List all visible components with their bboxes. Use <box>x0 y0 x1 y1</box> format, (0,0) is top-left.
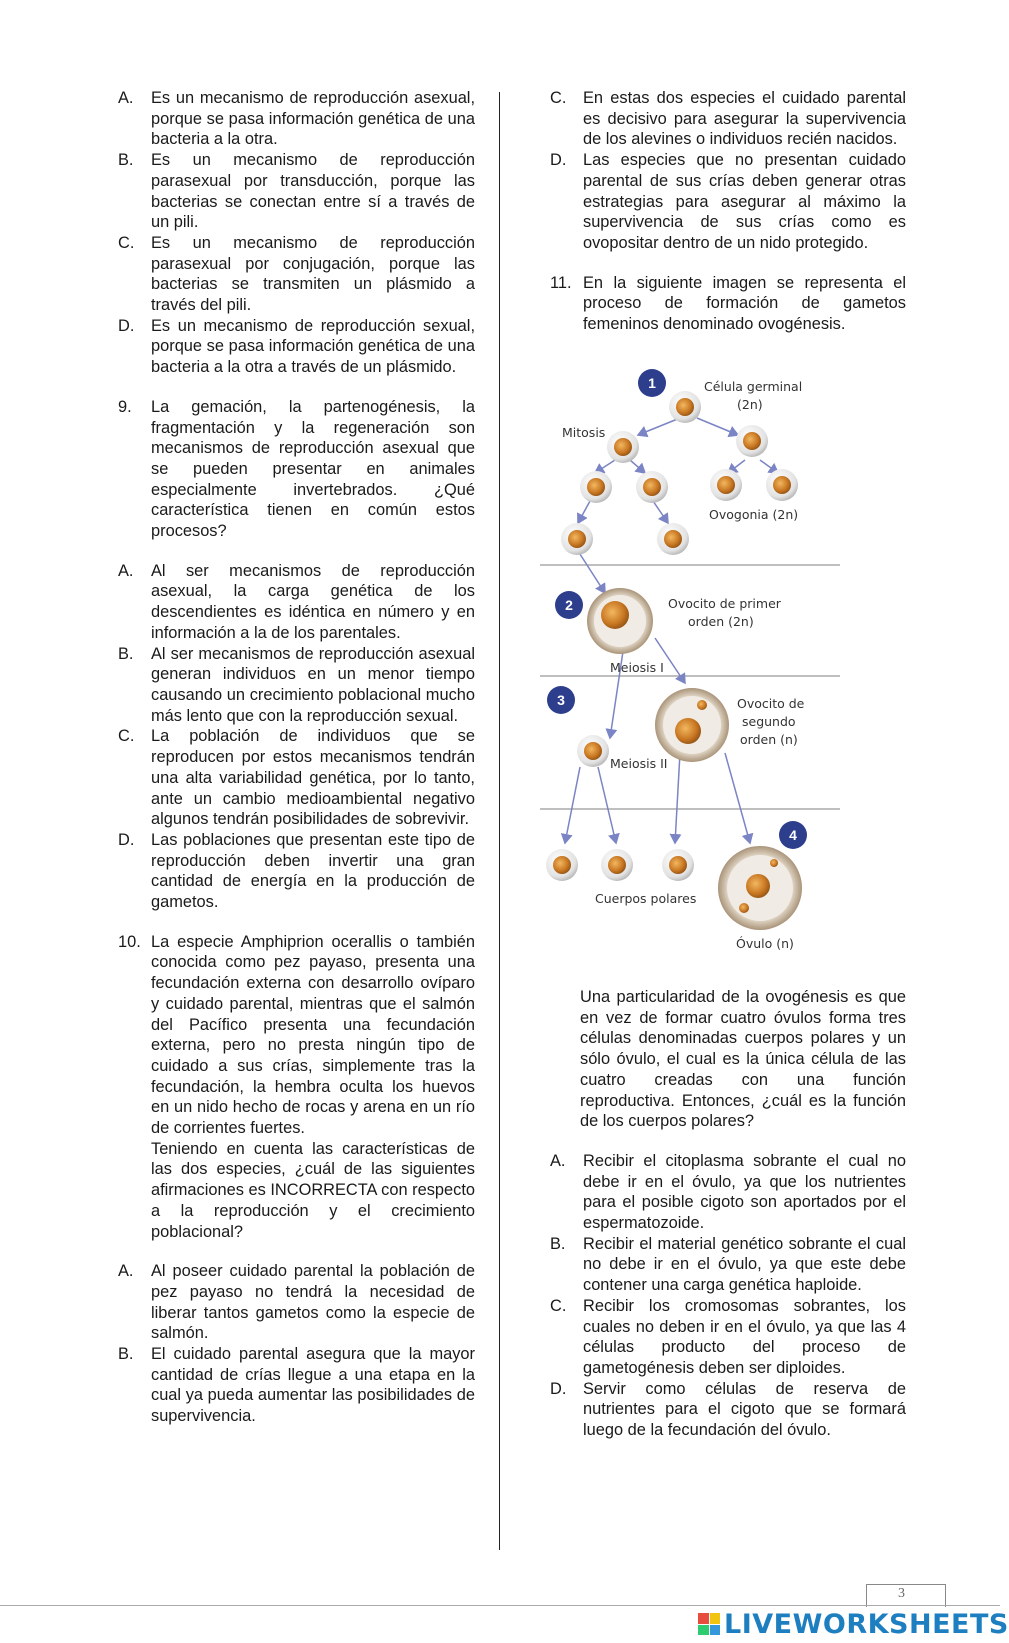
question-number: 10. <box>118 932 141 951</box>
left-column <box>118 88 475 1427</box>
option-text: Recibir el citoplasma sobrante el cual no debe ir en el óvulo, ya que los nutrientes para el posible cigoto son aportados por el espermatozoide. <box>583 1151 906 1233</box>
brand-text: LIVEWORKSHEETS <box>724 1608 1009 1640</box>
option-label: C. <box>550 89 567 107</box>
label-meiosis-1: Meiosis I <box>610 660 664 675</box>
q10-option-c <box>550 88 906 150</box>
first-polar-body <box>577 735 609 767</box>
q11-option-a <box>550 1151 906 1234</box>
ovum <box>718 846 802 930</box>
q9-stem <box>118 397 475 542</box>
option-label: D. <box>550 151 567 170</box>
mitosis-cell <box>607 431 639 463</box>
option-text: Recibir los cromosomas sobrantes, los cuales no deben ir en el óvulo, ya que las 4 células producto del proceso de gametogénesis deben ser diploides. <box>583 1296 906 1377</box>
polar-body <box>662 849 694 881</box>
question-number: 9. <box>118 397 132 416</box>
q9-option-d <box>118 830 475 913</box>
option-label: A. <box>550 1151 566 1170</box>
option-text: Es un mecanismo de reproducción parasexual por transducción, porque las bacterias se conectan entre sí a través de un pili. <box>151 151 475 232</box>
ovogenesis-diagram <box>557 375 890 1003</box>
option-label: D. <box>118 830 135 849</box>
option-text: Es un mecanismo de reproducción sexual, porque se pasa información genética de una bacteria a la otra a través de un plásmido. <box>151 316 475 377</box>
question-number: 11. <box>550 273 572 292</box>
option-text: El cuidado parental asegura que la mayor cantidad de crías llegue a una etapa en la cual ya pueda aumentar las posibilidades de supervivencia. <box>151 1345 475 1426</box>
badge-4 <box>779 821 807 849</box>
brand-grid-icon <box>698 1613 720 1635</box>
option-text: Las poblaciones que presentan este tipo de reproducción deben invertir una gran cantidad de energía en la producción de gametos. <box>151 830 475 912</box>
option-text: En estas dos especies el cuidado parental es decisivo para asegurar la supervivencia de los alevines o individuos recién nacidos. <box>583 89 906 149</box>
q11-option-d <box>550 1379 906 1441</box>
q9-option-c <box>118 726 475 830</box>
option-label: D. <box>118 316 135 335</box>
label-mitosis: Mitosis <box>562 425 606 440</box>
footer-line <box>0 1605 1000 1606</box>
option-label: D. <box>550 1379 567 1398</box>
label-secondary-oocyte-2: segundo <box>742 714 796 729</box>
q11-paragraph-text: Una particularidad de la ovogénesis es que en vez de formar cuatro óvulos forma tres células denominadas cuerpos polares y un sólo óvulo, el cual es la única célula de las cuatro creadas con una función reproductiva. Entonces, ¿cuál es la función de los cuerpos polares? <box>580 988 906 1131</box>
q11-option-c <box>550 1296 906 1379</box>
badge-3 <box>547 686 575 714</box>
q8-option-b <box>118 150 475 233</box>
label-meiosis-2: Meiosis II <box>610 756 668 771</box>
q10-stem-continued <box>118 1139 475 1243</box>
option-label: B. <box>550 1234 566 1253</box>
badge-1 <box>638 369 666 397</box>
option-label: A. <box>118 1262 134 1281</box>
q11-option-b <box>550 1234 906 1296</box>
svg-text:1: 1 <box>648 375 656 391</box>
q9-option-b <box>118 644 475 727</box>
label-primary-oocyte-2: orden (2n) <box>688 614 754 629</box>
option-text: Al poseer cuidado parental la población de pez payaso no tendrá la necesidad de liberar tantos gametos como la especie de salmón. <box>151 1262 475 1343</box>
ovogonia-cell <box>710 469 742 501</box>
option-label: B. <box>118 644 134 663</box>
ovogonia-cell <box>657 523 689 555</box>
ovogonia-cell <box>580 471 612 503</box>
q11-stem <box>550 273 906 335</box>
q10-option-d <box>550 150 906 254</box>
secondary-oocyte <box>655 688 729 762</box>
option-label: A. <box>118 89 134 107</box>
label-ovogonia: Ovogonia (2n) <box>709 507 799 522</box>
primary-oocyte <box>587 588 653 654</box>
label-germ-cell: Célula germinal <box>704 379 803 394</box>
badge-2 <box>555 591 583 619</box>
ovogonia-cell <box>561 523 593 555</box>
option-text: Las especies que no presentan cuidado parental de sus crías deben generar otras estrategias para asegurar al máximo la supervivencia de sus crías como es ovopositar dentro de un nido protegido. <box>583 151 906 252</box>
option-text: Al ser mecanismos de reproducción asexual, la carga genética de los descendientes es idéntica en número y en información a la de los parentales. <box>151 561 475 642</box>
q8-option-c <box>118 233 475 316</box>
option-text: La población de individuos que se reproducen por estos mecanismos tendrán una alta variabilidad genética, por lo tanto, ante un cambio medioambiental negativo algunos tendrán posibilidades de sobrevivir. <box>151 727 475 829</box>
question-text-2: Teniendo en cuenta las características de las dos especies, ¿cuál de las siguientes afirmaciones es INCORRECTA con respecto a la reproducción y el crecimiento poblacional? <box>151 1139 475 1241</box>
svg-text:3: 3 <box>557 692 565 708</box>
option-label: B. <box>118 1345 134 1364</box>
label-polar-bodies: Cuerpos polares <box>595 891 697 906</box>
option-label: C. <box>550 1296 567 1315</box>
label-primary-oocyte: Ovocito de primer <box>668 596 781 611</box>
option-text: Servir como células de reserva de nutrientes para el cigoto que se formará luego de la fecundación del óvulo. <box>583 1379 906 1440</box>
mitosis-cell <box>736 425 768 457</box>
option-label: B. <box>118 151 134 170</box>
ovogonia-cell <box>636 471 668 503</box>
right-column-lower <box>550 987 906 1441</box>
label-secondary-oocyte: Ovocito de <box>737 696 805 711</box>
option-text: Es un mecanismo de reproducción parasexual por conjugación, porque las bacterias se transmiten un plásmido a través del pili. <box>151 233 475 315</box>
q11-paragraph <box>550 987 906 1132</box>
q8-option-d <box>118 316 475 378</box>
label-ovum: Óvulo (n) <box>736 936 794 951</box>
q9-option-a <box>118 561 475 644</box>
question-text: La especie Amphiprion ocerallis o también conocida como pez payaso, presenta una fecundación externa con desarrollo ovíparo y cuidado parental, mientras que el salmón del Pacífico presenta una fecundación externa, pero no presta ningún tipo de cuidado a sus crías, simplemente tras la fecundación, la hembra oculta los huevos en un nido hecho de rocas y arena en un río de corrientes fuertes. <box>151 932 475 1138</box>
germ-cell <box>669 391 701 423</box>
svg-text:4: 4 <box>789 827 797 843</box>
ovogonia-cell <box>766 469 798 501</box>
q10-stem <box>118 932 475 1139</box>
polar-body <box>601 849 633 881</box>
right-column <box>550 88 906 335</box>
page-number-box <box>866 1584 946 1607</box>
option-text: Es un mecanismo de reproducción asexual, porque se pasa información genética de una bacteria a la otra. <box>151 89 475 149</box>
option-label: C. <box>118 727 135 746</box>
q8-option-a <box>118 88 475 150</box>
option-text: Recibir el material genético sobrante el cual no debe ir en el óvulo, ya que este debe contener una carga genética haploide. <box>583 1234 906 1295</box>
option-label: C. <box>118 233 135 252</box>
label-germ-cell-2n: (2n) <box>737 397 763 412</box>
label-secondary-oocyte-3: orden (n) <box>740 732 798 747</box>
option-label: A. <box>118 561 134 580</box>
q10-option-b <box>118 1344 475 1427</box>
page-number: 3 <box>898 1586 905 1601</box>
q10-option-a <box>118 1261 475 1344</box>
question-text: La gemación, la partenogénesis, la fragmentación y la regeneración son mecanismos de reproducción asexual que se pueden presentar en animales especialmente invertebrados. ¿Qué característica tienen en común estos procesos? <box>151 397 475 541</box>
option-text: Al ser mecanismos de reproducción asexual generan individuos en un menor tiempo causando un crecimiento poblacional mucho más lento que con la reproducción sexual. <box>151 644 475 725</box>
question-text: En la siguiente imagen se representa el proceso de formación de gametos femeninos denominado ovogénesis. <box>583 273 906 334</box>
svg-text:2: 2 <box>565 597 573 613</box>
column-divider <box>499 92 500 1550</box>
polar-body <box>546 849 578 881</box>
brand-logo <box>698 1608 1009 1640</box>
